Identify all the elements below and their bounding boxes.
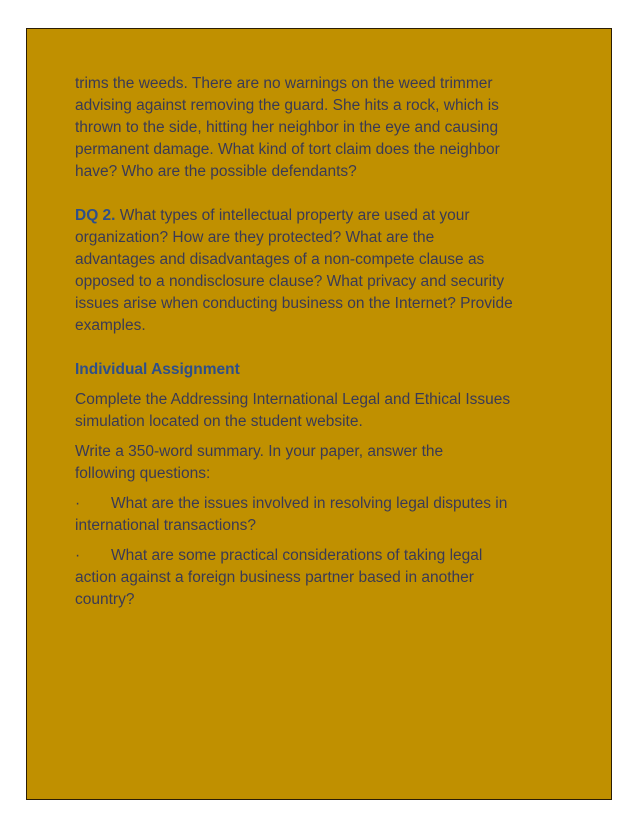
spacer: [75, 485, 575, 493]
text-line: country?: [75, 591, 135, 608]
paragraph-dq2: [75, 205, 575, 337]
paragraph-tort-question: [75, 73, 575, 183]
text-line: action against a foreign business partner based in another: [75, 569, 474, 586]
bullet-text: What are some practical considerations of taking legal: [111, 547, 483, 564]
dq2-line-first: What types of intellectual property are used at your: [115, 207, 470, 224]
paragraph-write-summary: [75, 441, 575, 485]
bullet-dot: ·: [75, 495, 81, 512]
text-line: trims the weeds. There are no warnings on the weed trimmer: [75, 75, 493, 92]
document-page: [26, 28, 612, 800]
text-line: permanent damage. What kind of tort claim does the neighbor: [75, 141, 500, 158]
text-line: issues arise when conducting business on the Internet? Provide: [75, 295, 513, 312]
paragraph-intro: [75, 389, 575, 433]
spacer: [75, 183, 575, 205]
text-line: simulation located on the student website.: [75, 413, 363, 430]
text-line: [75, 493, 575, 515]
dq2-label: DQ 2.: [75, 207, 116, 224]
spacer: [75, 337, 575, 359]
text-line: international transactions?: [75, 517, 256, 534]
text-line: examples.: [75, 317, 146, 334]
spacer: [75, 537, 575, 545]
document-content: [75, 73, 575, 611]
bullet-question-1: [75, 493, 575, 537]
text-line: Write a 350-word summary. In your paper, answer the: [75, 443, 444, 460]
text-line: advising against removing the guard. She hits a rock, which is: [75, 97, 499, 114]
text-line: opposed to a nondisclosure clause? What privacy and security: [75, 273, 505, 290]
text-line: [75, 545, 575, 567]
spacer: [75, 381, 575, 389]
text-line: Complete the Addressing International Legal and Ethical Issues: [75, 391, 511, 408]
bullet-dot: ·: [75, 547, 81, 564]
text-line: advantages and disadvantages of a non-compete clause as: [75, 251, 485, 268]
text-line: have? Who are the possible defendants?: [75, 163, 357, 180]
bullet-text: What are the issues involved in resolving legal disputes in: [111, 495, 508, 512]
bullet-question-2: [75, 545, 575, 611]
spacer: [75, 433, 575, 441]
text-line: thrown to the side, hitting her neighbor in the eye and causing: [75, 119, 499, 136]
text-line: following questions:: [75, 465, 211, 482]
text-line: organization? How are they protected? What are the: [75, 229, 435, 246]
individual-assignment-heading: Individual Assignment: [75, 361, 240, 378]
text-line: [75, 205, 575, 227]
